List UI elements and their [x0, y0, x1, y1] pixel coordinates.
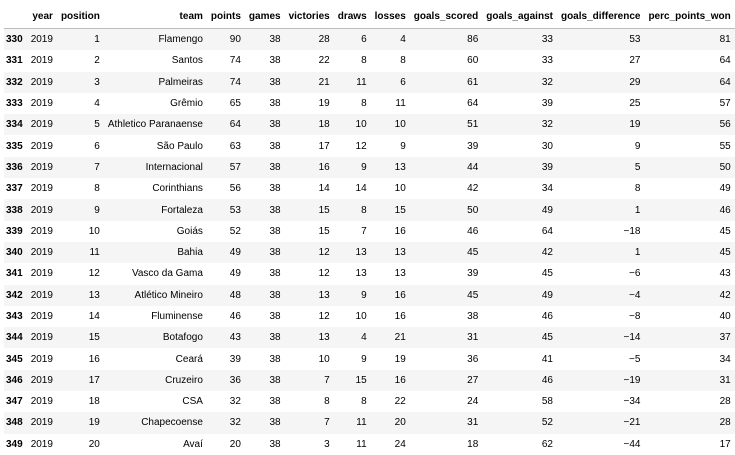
column-header-year: year — [27, 4, 57, 29]
cell-games: 38 — [269, 183, 281, 195]
cell-position: 6 — [94, 140, 100, 152]
cell-position: 15 — [88, 332, 100, 344]
table-row — [4, 412, 735, 433]
cell-points: 32 — [229, 396, 241, 408]
row-index: 336 — [6, 161, 23, 173]
row-index: 333 — [6, 98, 23, 110]
cell-year: 2019 — [30, 183, 53, 195]
cell-losses: 15 — [394, 204, 406, 216]
cell-goals-scored: 31 — [467, 332, 479, 344]
cell-draws: 10 — [355, 119, 367, 131]
cell-losses: 19 — [394, 353, 406, 365]
cell-perc-points-won: 34 — [719, 353, 731, 365]
cell-victories: 28 — [318, 34, 330, 46]
column-header-victories: victories — [285, 4, 334, 29]
cell-year: 2019 — [30, 396, 53, 408]
cell-goals-scored: 27 — [467, 374, 479, 386]
cell-points: 74 — [229, 76, 241, 88]
cell-position: 9 — [94, 204, 100, 216]
cell-position: 19 — [88, 417, 100, 429]
table-row — [4, 29, 735, 51]
row-index: 347 — [6, 396, 23, 408]
cell-team: CSA — [182, 396, 203, 408]
cell-goals-against: 32 — [541, 119, 553, 131]
cell-perc-points-won: 43 — [719, 268, 731, 280]
table-row — [4, 93, 735, 114]
cell-victories: 7 — [324, 374, 330, 386]
cell-draws: 13 — [355, 268, 367, 280]
cell-goals-difference: −8 — [629, 311, 641, 322]
cell-games: 38 — [269, 34, 281, 46]
column-header-goals-against: goals_against — [482, 4, 557, 29]
cell-position: 16 — [88, 353, 100, 365]
cell-perc-points-won: 46 — [719, 204, 731, 216]
cell-year: 2019 — [30, 311, 53, 322]
cell-draws: 8 — [361, 396, 367, 408]
row-index: 340 — [6, 247, 23, 259]
cell-points: 46 — [229, 311, 241, 322]
cell-victories: 12 — [318, 311, 330, 322]
cell-losses: 13 — [394, 268, 406, 280]
cell-games: 38 — [269, 353, 281, 365]
table-row — [4, 434, 735, 455]
cell-goals-difference: −14 — [623, 332, 641, 344]
cell-games: 38 — [269, 140, 281, 152]
cell-perc-points-won: 45 — [719, 247, 731, 259]
cell-year: 2019 — [30, 417, 53, 429]
row-index: 342 — [6, 289, 23, 301]
cell-victories: 21 — [318, 76, 330, 88]
row-index: 332 — [6, 76, 23, 88]
cell-goals-against: 33 — [541, 34, 553, 46]
cell-position: 11 — [89, 247, 100, 259]
cell-year: 2019 — [30, 268, 53, 280]
cell-goals-against: 42 — [541, 247, 553, 259]
cell-team: Bahia — [177, 247, 203, 259]
cell-draws: 9 — [361, 289, 367, 301]
cell-perc-points-won: 28 — [719, 417, 731, 429]
cell-year: 2019 — [30, 98, 53, 110]
cell-points: 48 — [229, 289, 241, 301]
cell-victories: 7 — [324, 417, 330, 429]
table-row — [4, 263, 735, 284]
cell-games: 38 — [269, 119, 281, 131]
cell-goals-difference: 5 — [634, 161, 641, 173]
cell-goals-against: 49 — [541, 204, 553, 216]
cell-goals-difference: 29 — [629, 76, 641, 88]
cell-draws: 15 — [355, 374, 367, 386]
cell-losses: 13 — [394, 247, 406, 259]
cell-perc-points-won: 81 — [719, 34, 731, 46]
cell-goals-against: 39 — [541, 98, 553, 110]
cell-perc-points-won: 56 — [719, 119, 731, 131]
cell-goals-scored: 42 — [467, 183, 479, 195]
cell-games: 38 — [269, 374, 281, 386]
cell-draws: 9 — [361, 353, 367, 365]
row-index: 338 — [6, 204, 23, 216]
cell-victories: 17 — [318, 140, 330, 152]
cell-goals-difference: −4 — [629, 289, 641, 301]
cell-goals-scored: 44 — [467, 161, 479, 173]
cell-draws: 8 — [361, 204, 367, 216]
row-index: 330 — [6, 34, 23, 46]
cell-goals-difference: 8 — [634, 183, 641, 195]
cell-goals-against: 30 — [541, 140, 553, 152]
cell-losses: 11 — [395, 98, 406, 110]
cell-team: Athletico Paranaense — [107, 119, 203, 131]
cell-goals-difference: 1 — [634, 204, 641, 216]
cell-goals-difference: 19 — [629, 119, 641, 131]
cell-perc-points-won: 57 — [719, 98, 731, 110]
cell-goals-scored: 50 — [467, 204, 479, 216]
cell-losses: 10 — [394, 119, 406, 131]
cell-draws: 6 — [361, 34, 367, 46]
cell-victories: 3 — [324, 438, 330, 450]
cell-victories: 13 — [318, 332, 330, 344]
column-header-team: team — [104, 4, 207, 29]
cell-goals-scored: 60 — [467, 55, 479, 67]
cell-games: 38 — [269, 247, 281, 259]
cell-goals-scored: 64 — [467, 98, 479, 110]
cell-team: Internacional — [145, 161, 203, 173]
cell-year: 2019 — [30, 247, 53, 259]
cell-victories: 18 — [318, 119, 330, 131]
table-row — [4, 178, 735, 199]
cell-year: 2019 — [30, 204, 53, 216]
cell-year: 2019 — [30, 289, 53, 301]
cell-victories: 8 — [324, 396, 330, 408]
cell-year: 2019 — [30, 119, 53, 131]
cell-goals-against: 58 — [541, 396, 553, 408]
column-header-position: position — [57, 4, 104, 29]
cell-perc-points-won: 31 — [719, 374, 731, 386]
cell-goals-against: 33 — [541, 55, 553, 67]
dataframe-table — [4, 4, 735, 455]
cell-losses: 24 — [394, 438, 406, 450]
cell-position: 12 — [88, 268, 100, 280]
table-row — [4, 327, 735, 348]
cell-goals-difference: −6 — [629, 268, 641, 280]
cell-goals-scored: 86 — [467, 34, 479, 46]
cell-team: Goiás — [176, 225, 203, 237]
cell-position: 20 — [88, 438, 100, 450]
cell-perc-points-won: 50 — [719, 161, 731, 173]
cell-victories: 15 — [318, 225, 330, 237]
cell-goals-difference: −44 — [623, 438, 641, 450]
cell-draws: 9 — [361, 161, 367, 173]
cell-losses: 16 — [394, 311, 406, 322]
cell-games: 38 — [269, 396, 281, 408]
column-header-draws: draws — [334, 4, 371, 29]
table-row — [4, 50, 735, 71]
cell-team: Fluminense — [151, 311, 203, 322]
table-row — [4, 242, 735, 263]
cell-victories: 14 — [318, 183, 330, 195]
cell-perc-points-won: 64 — [719, 55, 731, 67]
cell-losses: 13 — [394, 161, 406, 173]
cell-points: 43 — [229, 332, 241, 344]
cell-team: Santos — [171, 55, 203, 67]
cell-position: 18 — [88, 396, 100, 408]
cell-team: Cruzeiro — [165, 374, 203, 386]
index-header — [4, 4, 27, 29]
cell-goals-scored: 46 — [467, 225, 479, 237]
cell-position: 3 — [94, 76, 100, 88]
cell-team: Botafogo — [162, 332, 203, 344]
cell-victories: 19 — [318, 98, 330, 110]
row-index: 348 — [6, 417, 23, 429]
cell-games: 38 — [269, 311, 281, 322]
cell-points: 49 — [229, 268, 241, 280]
cell-year: 2019 — [30, 374, 53, 386]
cell-points: 74 — [229, 55, 241, 67]
cell-draws: 11 — [356, 76, 367, 88]
row-index: 346 — [6, 374, 23, 386]
cell-goals-against: 41 — [541, 353, 553, 365]
cell-points: 56 — [229, 183, 241, 195]
cell-position: 8 — [94, 183, 100, 195]
cell-team: Flamengo — [158, 34, 203, 46]
cell-points: 32 — [229, 417, 241, 429]
cell-year: 2019 — [30, 34, 53, 46]
column-header-losses: losses — [371, 4, 410, 29]
row-index: 334 — [6, 119, 23, 131]
cell-goals-scored: 36 — [467, 353, 479, 365]
cell-goals-difference: 9 — [634, 140, 641, 152]
cell-games: 38 — [269, 438, 281, 450]
row-index: 331 — [6, 55, 23, 67]
row-index: 349 — [6, 438, 23, 450]
cell-games: 38 — [269, 332, 281, 344]
cell-points: 64 — [229, 119, 241, 131]
cell-year: 2019 — [30, 55, 53, 67]
cell-goals-scored: 61 — [467, 76, 479, 88]
cell-draws: 4 — [361, 332, 367, 344]
cell-goals-difference: 27 — [629, 55, 641, 67]
cell-points: 52 — [229, 225, 241, 237]
cell-perc-points-won: 28 — [719, 396, 731, 408]
column-header-goals-scored: goals_scored — [410, 4, 482, 29]
row-index: 335 — [6, 140, 23, 152]
cell-draws: 8 — [361, 98, 367, 110]
cell-position: 5 — [94, 119, 100, 131]
cell-goals-difference: 53 — [629, 34, 641, 46]
cell-perc-points-won: 49 — [719, 183, 731, 195]
cell-losses: 20 — [394, 417, 406, 429]
cell-position: 2 — [94, 55, 100, 67]
column-header-goals-difference: goals_difference — [557, 4, 644, 29]
table-body — [4, 29, 735, 455]
cell-year: 2019 — [30, 76, 53, 88]
cell-games: 38 — [269, 204, 281, 216]
cell-games: 38 — [269, 268, 281, 280]
cell-victories: 15 — [318, 204, 330, 216]
cell-goals-against: 49 — [541, 289, 553, 301]
cell-losses: 8 — [400, 55, 406, 67]
cell-points: 63 — [229, 140, 241, 152]
table-row — [4, 135, 735, 156]
cell-goals-against: 32 — [541, 76, 553, 88]
cell-goals-against: 39 — [541, 161, 553, 173]
cell-draws: 12 — [355, 140, 367, 152]
table-row — [4, 221, 735, 242]
cell-goals-against: 45 — [541, 332, 553, 344]
cell-draws: 10 — [355, 311, 367, 322]
header-row — [4, 4, 735, 29]
cell-perc-points-won: 64 — [719, 76, 731, 88]
table-row — [4, 348, 735, 369]
cell-goals-against: 34 — [541, 183, 553, 195]
table-header — [4, 4, 735, 29]
cell-points: 53 — [229, 204, 241, 216]
cell-losses: 9 — [400, 140, 406, 152]
cell-goals-scored: 38 — [467, 311, 479, 322]
cell-losses: 6 — [400, 76, 406, 88]
cell-team: Grêmio — [170, 98, 203, 110]
cell-position: 14 — [88, 311, 100, 322]
cell-draws: 14 — [355, 183, 367, 195]
row-index: 344 — [6, 332, 23, 344]
cell-losses: 10 — [394, 183, 406, 195]
column-header-games: games — [245, 4, 285, 29]
cell-position: 17 — [88, 374, 100, 386]
table-row — [4, 72, 735, 93]
cell-victories: 22 — [318, 55, 330, 67]
cell-points: 65 — [229, 98, 241, 110]
cell-team: Ceará — [175, 353, 203, 365]
table-row — [4, 157, 735, 178]
cell-goals-difference: −5 — [629, 353, 641, 365]
cell-goals-difference: −34 — [623, 396, 641, 408]
table-row — [4, 199, 735, 220]
cell-points: 57 — [229, 161, 241, 173]
cell-victories: 12 — [318, 247, 330, 259]
cell-perc-points-won: 37 — [719, 332, 731, 344]
cell-losses: 21 — [394, 332, 406, 344]
cell-goals-scored: 31 — [467, 417, 479, 429]
cell-goals-against: 62 — [541, 438, 553, 450]
table-row — [4, 114, 735, 135]
cell-goals-against: 46 — [541, 311, 553, 322]
cell-perc-points-won: 45 — [719, 225, 731, 237]
cell-perc-points-won: 17 — [719, 438, 731, 450]
cell-team: São Paulo — [156, 140, 203, 152]
cell-goals-difference: −18 — [623, 225, 641, 237]
cell-goals-scored: 39 — [467, 268, 479, 280]
cell-perc-points-won: 42 — [719, 289, 731, 301]
cell-year: 2019 — [30, 140, 53, 152]
cell-games: 38 — [269, 225, 281, 237]
cell-goals-scored: 18 — [467, 438, 479, 450]
cell-team: Palmeiras — [158, 76, 203, 88]
cell-draws: 13 — [355, 247, 367, 259]
cell-losses: 4 — [400, 34, 406, 46]
cell-position: 10 — [88, 225, 100, 237]
cell-year: 2019 — [30, 438, 53, 450]
cell-draws: 7 — [361, 225, 367, 237]
cell-games: 38 — [269, 76, 281, 88]
column-header-perc-points-won: perc_points_won — [644, 4, 734, 29]
cell-year: 2019 — [30, 225, 53, 237]
cell-goals-difference: 25 — [629, 98, 641, 110]
cell-draws: 8 — [361, 55, 367, 67]
cell-team: Chapecoense — [141, 417, 203, 429]
cell-goals-difference: −21 — [623, 417, 641, 429]
cell-victories: 10 — [318, 353, 330, 365]
row-index: 337 — [6, 183, 23, 195]
cell-losses: 16 — [394, 374, 406, 386]
cell-position: 4 — [94, 98, 100, 110]
table-row — [4, 306, 735, 327]
cell-goals-against: 46 — [541, 374, 553, 386]
cell-goals-scored: 39 — [467, 140, 479, 152]
cell-team: Corinthians — [152, 183, 203, 195]
cell-team: Atlético Mineiro — [134, 289, 203, 301]
table-row — [4, 285, 735, 306]
cell-draws: 11 — [356, 438, 367, 450]
cell-perc-points-won: 40 — [719, 311, 731, 322]
cell-losses: 16 — [394, 225, 406, 237]
cell-goals-against: 64 — [541, 225, 553, 237]
cell-games: 38 — [269, 161, 281, 173]
cell-points: 20 — [229, 438, 241, 450]
cell-goals-scored: 45 — [467, 247, 479, 259]
table-row — [4, 370, 735, 391]
cell-points: 90 — [229, 34, 241, 46]
cell-losses: 22 — [394, 396, 406, 408]
cell-position: 1 — [94, 34, 100, 46]
cell-year: 2019 — [30, 161, 53, 173]
cell-games: 38 — [269, 55, 281, 67]
cell-year: 2019 — [30, 332, 53, 344]
cell-goals-scored: 51 — [467, 119, 479, 131]
cell-points: 39 — [229, 353, 241, 365]
cell-goals-scored: 24 — [467, 396, 479, 408]
cell-victories: 13 — [318, 289, 330, 301]
row-index: 339 — [6, 225, 23, 237]
cell-games: 38 — [269, 289, 281, 301]
cell-games: 38 — [269, 98, 281, 110]
cell-goals-difference: 1 — [634, 247, 641, 259]
cell-position: 7 — [94, 161, 100, 173]
column-header-points: points — [207, 4, 245, 29]
row-index: 343 — [6, 311, 23, 322]
cell-victories: 16 — [318, 161, 330, 173]
cell-goals-difference: −19 — [623, 374, 641, 386]
cell-goals-against: 45 — [541, 268, 553, 280]
cell-draws: 11 — [356, 417, 367, 429]
cell-year: 2019 — [30, 353, 53, 365]
cell-team: Avaí — [183, 438, 203, 450]
table-row — [4, 391, 735, 412]
cell-games: 38 — [269, 417, 281, 429]
cell-goals-against: 52 — [541, 417, 553, 429]
cell-points: 36 — [229, 374, 241, 386]
row-index: 341 — [6, 268, 23, 280]
cell-position: 13 — [88, 289, 100, 301]
cell-losses: 16 — [394, 289, 406, 301]
cell-perc-points-won: 55 — [719, 140, 731, 152]
row-index: 345 — [6, 353, 23, 365]
cell-team: Vasco da Gama — [131, 268, 203, 280]
cell-team: Fortaleza — [161, 204, 203, 216]
cell-victories: 12 — [318, 268, 330, 280]
cell-points: 49 — [229, 247, 241, 259]
cell-goals-scored: 45 — [467, 289, 479, 301]
